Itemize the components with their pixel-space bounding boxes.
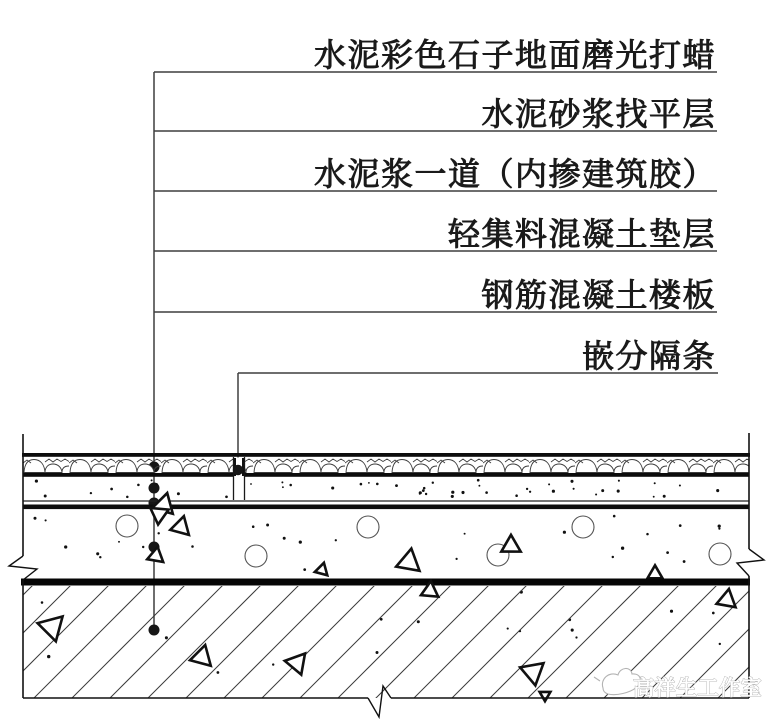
- stipple-dot: [126, 496, 129, 499]
- leader-dot-slab: [149, 625, 160, 636]
- stipple-dot: [217, 671, 220, 674]
- floor-section: [0, 433, 781, 717]
- leader-dots: [149, 462, 244, 636]
- stipple-dot: [563, 531, 566, 534]
- stipple-dot: [177, 492, 180, 495]
- hatch-line: [336, 580, 456, 700]
- stipple-dot: [461, 491, 464, 494]
- stipple-dot: [425, 493, 427, 495]
- layer-label-cement-slurry: 水泥浆一道（内掺建筑胶）: [313, 156, 716, 192]
- stipple-dot: [718, 524, 721, 527]
- stipple-dot: [44, 495, 47, 498]
- stipple-dot: [570, 480, 573, 483]
- aggregate-circle: [572, 516, 594, 538]
- stipple-dot: [110, 488, 113, 491]
- stipple-dot: [679, 484, 681, 486]
- aggregate-triangle: [520, 663, 547, 687]
- stipple-dot: [142, 546, 144, 548]
- stipple-dot: [571, 629, 574, 632]
- stipple-dot: [281, 481, 283, 483]
- stipple-dot: [526, 488, 528, 490]
- divider-strip-dot: [233, 465, 243, 475]
- stipple-dot: [477, 479, 480, 482]
- stipple-dot: [464, 533, 466, 535]
- stipple-dot: [47, 655, 50, 658]
- stipple-dot: [618, 480, 620, 482]
- stipple-dot: [335, 539, 337, 541]
- layer-label-polished-terrazzo: 水泥彩色石子地面磨光打蜡: [313, 37, 716, 73]
- stipple-dot: [653, 496, 655, 498]
- stipple-dot: [90, 492, 92, 494]
- hatch-line: [450, 580, 570, 700]
- stipple-dot: [621, 547, 624, 550]
- stipple-dot: [303, 568, 306, 571]
- stipple-dot: [151, 479, 153, 481]
- stipple-dot: [451, 491, 454, 494]
- hatch-line: [0, 580, 38, 700]
- stipple-dot: [601, 489, 604, 492]
- stipple-dot: [646, 533, 649, 536]
- stipple-dot: [376, 483, 379, 486]
- stipple-dot: [683, 560, 686, 563]
- stipple-dot: [250, 483, 252, 485]
- divider-strip: [233, 457, 245, 500]
- stipple-dot: [225, 495, 228, 498]
- stipple-dot: [35, 480, 38, 483]
- stipple-dot: [617, 490, 620, 493]
- bottom-break-notch: [368, 686, 391, 717]
- aggregate-triangle: [647, 565, 662, 578]
- stipple-dot: [552, 490, 555, 493]
- stipple-dot: [719, 643, 721, 645]
- stipple-dot: [573, 488, 575, 490]
- stipple-dot: [368, 482, 370, 484]
- hatch-line: [298, 580, 418, 700]
- stipple-dot: [529, 491, 531, 493]
- hatch-line: [260, 580, 380, 700]
- aggregate-triangle: [168, 516, 189, 539]
- stipple-dot: [272, 663, 274, 665]
- cushion-top-line: [23, 505, 749, 510]
- stipple-dot: [712, 612, 715, 615]
- watermark-text: 高祥生工作室: [633, 677, 762, 700]
- stipple-dot: [485, 491, 488, 494]
- stipple-dot: [716, 489, 719, 492]
- stipple-dot: [283, 537, 286, 540]
- aggregate-triangle: [187, 645, 211, 671]
- hatch-line: [184, 580, 304, 700]
- stipple-dot: [64, 545, 67, 548]
- aggregate-circle: [709, 543, 731, 565]
- layer-label-mortar-leveling: 水泥砂浆找平层: [481, 96, 716, 132]
- stipple-dot: [191, 545, 194, 548]
- stipple-dot: [155, 483, 157, 485]
- stipple-dot: [507, 628, 509, 630]
- stipple-dot: [360, 483, 363, 486]
- aggregate-triangle: [149, 508, 169, 525]
- stipple-dot: [299, 540, 302, 543]
- stipple-dot: [266, 524, 269, 527]
- stipple-dot: [548, 483, 550, 485]
- hatch-line: [222, 580, 342, 700]
- stipple-dot: [613, 515, 616, 518]
- terrazzo-top-line: [22, 453, 750, 457]
- stipple-dot: [451, 495, 454, 498]
- aggregate-triangle: [315, 561, 330, 575]
- stipple-dot: [157, 532, 159, 534]
- hatch-line: [146, 580, 266, 700]
- layer-label-lightweight-concrete: 轻集料混凝土垫层: [447, 216, 716, 252]
- stipple-dot: [33, 517, 36, 520]
- stipple-dot: [679, 524, 682, 527]
- layer-label-divider-strip: 嵌分隔条: [581, 338, 716, 374]
- mortar-leveling-layer: [35, 479, 719, 498]
- left-break-symbol: [9, 556, 37, 580]
- lightweight-concrete-cushion: [33, 490, 731, 578]
- hatch-line: [0, 580, 76, 700]
- hatch-line: [70, 580, 190, 700]
- stipple-dot: [515, 494, 518, 497]
- stipple-dot: [282, 486, 284, 488]
- aggregate-triangle: [540, 692, 551, 701]
- stipple-dot: [575, 636, 577, 638]
- stipple-dot: [137, 484, 140, 487]
- stipple-dot: [422, 489, 425, 492]
- stipple-dot: [666, 551, 669, 554]
- terrazzo-bottom-line: [23, 473, 749, 477]
- stipple-dot: [395, 484, 398, 487]
- aggregate-circle: [116, 515, 138, 537]
- stipple-dot: [595, 493, 597, 495]
- studio-watermark: [594, 668, 762, 700]
- hatch-line: [412, 580, 532, 700]
- stipple-dot: [417, 620, 420, 623]
- stipple-dot: [41, 601, 44, 604]
- aggregate-triangle: [396, 547, 423, 571]
- hatch-line: [32, 580, 152, 700]
- stipple-dot: [419, 491, 422, 494]
- aggregate-circle: [357, 516, 379, 538]
- hatch-line: [374, 580, 494, 700]
- layer-labels: [314, 37, 716, 374]
- stipple-dot: [478, 485, 480, 487]
- stipple-dot: [423, 487, 426, 490]
- hatch-line: [108, 580, 228, 700]
- terrazzo-stone-layer: [23, 457, 749, 473]
- stipple-dot: [455, 558, 457, 560]
- stipple-dot: [376, 651, 379, 654]
- stipple-dot: [45, 519, 47, 521]
- stipple-dot: [718, 528, 720, 530]
- aggregate-triangle: [713, 589, 735, 613]
- stipple-dot: [663, 495, 666, 498]
- stipple-dot: [670, 610, 673, 613]
- stipple-dot: [331, 486, 334, 489]
- layer-label-rc-slab: 钢筋混凝土楼板: [481, 277, 716, 313]
- stipple-dot: [118, 541, 120, 543]
- slab-top-line: [21, 579, 750, 586]
- stipple-dot: [289, 484, 292, 487]
- stipple-dot: [99, 556, 101, 558]
- stipple-dot: [96, 552, 99, 555]
- right-break-symbol: [737, 549, 764, 576]
- aggregate-triangle: [285, 653, 312, 678]
- stipple-dot: [165, 636, 168, 639]
- stipple-dot: [654, 482, 656, 484]
- stipple-dot: [612, 556, 614, 558]
- stipple-dot: [252, 525, 255, 528]
- stipple-dot: [432, 482, 434, 484]
- aggregate-circle: [245, 545, 267, 567]
- hatch-line: [488, 580, 608, 700]
